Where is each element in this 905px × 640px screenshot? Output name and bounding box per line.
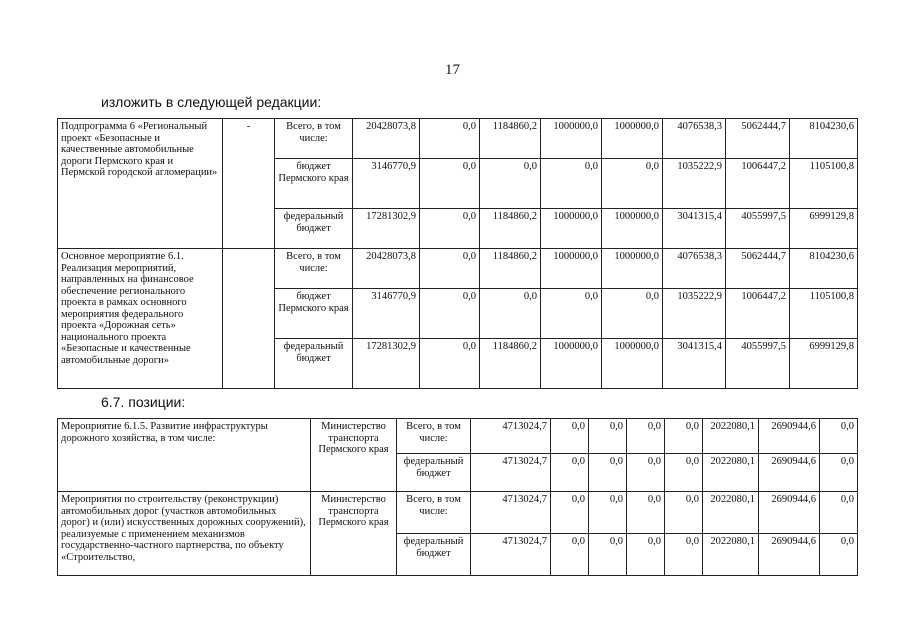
amount-cell: 0,0 bbox=[820, 454, 858, 492]
measures-funding-table bbox=[57, 418, 858, 576]
amount-cell: 1000000,0 bbox=[541, 119, 602, 159]
amount-cell: 1000000,0 bbox=[602, 339, 663, 389]
table-row bbox=[58, 119, 858, 159]
program-funding-table bbox=[57, 118, 858, 389]
amount-cell: 0,0 bbox=[551, 419, 589, 454]
amount-cell: 1105100,8 bbox=[790, 159, 858, 209]
amount-cell: 2022080,1 bbox=[703, 492, 759, 534]
amount-cell: 8104230,6 bbox=[790, 249, 858, 289]
section-heading: 6.7. позиции: bbox=[101, 394, 186, 410]
amount-cell: 0,0 bbox=[627, 534, 665, 576]
amount-cell: 1000000,0 bbox=[602, 209, 663, 249]
amount-cell: 4076538,3 bbox=[663, 249, 726, 289]
amount-cell: 0,0 bbox=[627, 419, 665, 454]
amount-cell: 4076538,3 bbox=[663, 119, 726, 159]
amount-cell: 0,0 bbox=[665, 419, 703, 454]
amount-cell: 1035222,9 bbox=[663, 289, 726, 339]
amount-cell: 0,0 bbox=[551, 492, 589, 534]
executor-cell: - bbox=[223, 119, 275, 249]
amount-cell: 0,0 bbox=[420, 209, 480, 249]
funding-source-cell: федеральный бюджет bbox=[397, 534, 471, 576]
amount-cell: 1035222,9 bbox=[663, 159, 726, 209]
amount-cell: 17281302,9 bbox=[353, 339, 420, 389]
measure-name-cell: Мероприятия по строительству (реконструкции) автомобильных дорог (участков автомобильных дорог) и (или) искусственных дорожных сооружений), реализуемые с применением механизмов государственно-частного партнерства, по объекту «Строительство, bbox=[58, 492, 311, 576]
measure-name-cell: Основное мероприятие 6.1. Реализация мероприятий, направленных на финансовое обеспечение регионального проекта в рамках основного мероприятия федерального проекта «Дорожная сеть» национального проекта «Безопасные и качественные автомобильные дороги» bbox=[58, 249, 223, 389]
amount-cell: 0,0 bbox=[627, 492, 665, 534]
executor-cell: Министерство транспорта Пермского края bbox=[311, 492, 397, 576]
amount-cell: 0,0 bbox=[665, 454, 703, 492]
amount-cell: 6999129,8 bbox=[790, 339, 858, 389]
executor-cell: Министерство транспорта Пермского края bbox=[311, 419, 397, 492]
measure-name-cell: Мероприятие 6.1.5. Развитие инфраструктуры дорожного хозяйства, в том числе: bbox=[58, 419, 311, 492]
amount-cell: 5062444,7 bbox=[726, 119, 790, 159]
amount-cell: 3146770,9 bbox=[353, 159, 420, 209]
executor-cell bbox=[223, 249, 275, 389]
amount-cell: 1000000,0 bbox=[541, 249, 602, 289]
amount-cell: 2022080,1 bbox=[703, 454, 759, 492]
amount-cell: 17281302,9 bbox=[353, 209, 420, 249]
amount-cell: 0,0 bbox=[551, 454, 589, 492]
amount-cell: 8104230,6 bbox=[790, 119, 858, 159]
amount-cell: 1105100,8 bbox=[790, 289, 858, 339]
amount-cell: 0,0 bbox=[665, 492, 703, 534]
amount-cell: 3041315,4 bbox=[663, 339, 726, 389]
amount-cell: 0,0 bbox=[589, 419, 627, 454]
amount-cell: 0,0 bbox=[665, 534, 703, 576]
amount-cell: 0,0 bbox=[602, 289, 663, 339]
page-number: 17 bbox=[445, 62, 460, 78]
amount-cell: 4055997,5 bbox=[726, 209, 790, 249]
funding-source-cell: бюджет Пермского края bbox=[275, 159, 353, 209]
amount-cell: 1184860,2 bbox=[480, 339, 541, 389]
funding-source-cell: федеральный бюджет bbox=[275, 209, 353, 249]
amount-cell: 1006447,2 bbox=[726, 289, 790, 339]
funding-source-cell: Всего, в том числе: bbox=[275, 249, 353, 289]
funding-source-cell: Всего, в том числе: bbox=[275, 119, 353, 159]
amount-cell: 0,0 bbox=[602, 159, 663, 209]
intro-text: изложить в следующей редакции: bbox=[101, 94, 322, 110]
amount-cell: 0,0 bbox=[541, 289, 602, 339]
amount-cell: 2690944,6 bbox=[759, 419, 820, 454]
amount-cell: 4713024,7 bbox=[471, 534, 551, 576]
amount-cell: 0,0 bbox=[541, 159, 602, 209]
amount-cell: 4713024,7 bbox=[471, 419, 551, 454]
funding-source-cell: Всего, в том числе: bbox=[397, 492, 471, 534]
amount-cell: 2022080,1 bbox=[703, 419, 759, 454]
amount-cell: 0,0 bbox=[420, 159, 480, 209]
amount-cell: 1000000,0 bbox=[602, 249, 663, 289]
amount-cell: 1184860,2 bbox=[480, 209, 541, 249]
amount-cell: 1006447,2 bbox=[726, 159, 790, 209]
amount-cell: 0,0 bbox=[420, 119, 480, 159]
amount-cell: 4713024,7 bbox=[471, 492, 551, 534]
amount-cell: 0,0 bbox=[420, 339, 480, 389]
amount-cell: 1000000,0 bbox=[602, 119, 663, 159]
funding-source-cell: Всего, в том числе: bbox=[397, 419, 471, 454]
amount-cell: 0,0 bbox=[551, 534, 589, 576]
amount-cell: 4055997,5 bbox=[726, 339, 790, 389]
amount-cell: 0,0 bbox=[589, 492, 627, 534]
amount-cell: 1184860,2 bbox=[480, 119, 541, 159]
funding-source-cell: федеральный бюджет bbox=[275, 339, 353, 389]
amount-cell: 0,0 bbox=[480, 159, 541, 209]
amount-cell: 2690944,6 bbox=[759, 454, 820, 492]
table-row bbox=[58, 419, 858, 454]
amount-cell: 2022080,1 bbox=[703, 534, 759, 576]
amount-cell: 0,0 bbox=[589, 454, 627, 492]
table-row bbox=[58, 492, 858, 534]
amount-cell: 20428073,8 bbox=[353, 249, 420, 289]
funding-source-cell: федеральный бюджет bbox=[397, 454, 471, 492]
amount-cell: 2690944,6 bbox=[759, 534, 820, 576]
amount-cell: 6999129,8 bbox=[790, 209, 858, 249]
amount-cell: 0,0 bbox=[480, 289, 541, 339]
amount-cell: 4713024,7 bbox=[471, 454, 551, 492]
amount-cell: 0,0 bbox=[627, 454, 665, 492]
amount-cell: 1000000,0 bbox=[541, 339, 602, 389]
amount-cell: 5062444,7 bbox=[726, 249, 790, 289]
amount-cell: 1184860,2 bbox=[480, 249, 541, 289]
table-row bbox=[58, 249, 858, 289]
amount-cell: 20428073,8 bbox=[353, 119, 420, 159]
amount-cell: 3146770,9 bbox=[353, 289, 420, 339]
amount-cell: 0,0 bbox=[820, 419, 858, 454]
amount-cell: 0,0 bbox=[420, 289, 480, 339]
amount-cell: 0,0 bbox=[820, 492, 858, 534]
amount-cell: 2690944,6 bbox=[759, 492, 820, 534]
measure-name-cell: Подпрограмма 6 «Региональный проект «Безопасные и качественные автомобильные дороги Пермского края и Пермской городской агломерации» bbox=[58, 119, 223, 249]
funding-source-cell: бюджет Пермского края bbox=[275, 289, 353, 339]
amount-cell: 0,0 bbox=[589, 534, 627, 576]
amount-cell: 0,0 bbox=[420, 249, 480, 289]
amount-cell: 1000000,0 bbox=[541, 209, 602, 249]
amount-cell: 0,0 bbox=[820, 534, 858, 576]
amount-cell: 3041315,4 bbox=[663, 209, 726, 249]
